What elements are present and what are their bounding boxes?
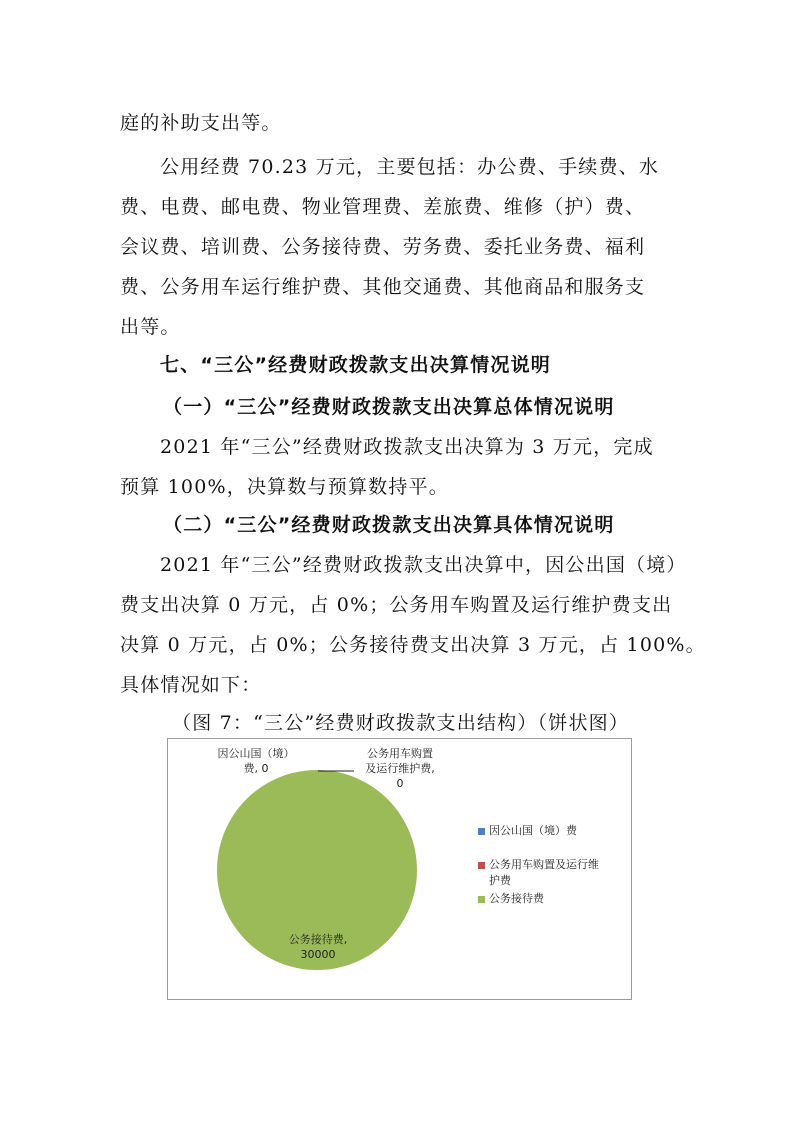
- subsection-heading: （二）“三公”经费财政拨款支出决算具体情况说明: [163, 514, 615, 536]
- data-label-slice2-value: 30000: [300, 948, 336, 961]
- paragraph-line: 会议费、培训费、公务接待费、劳务费、委托业务费、福利: [120, 236, 646, 258]
- paragraph-line: 公用经费 70.23 万元，主要包括：办公费、手续费、水: [160, 156, 660, 178]
- legend-entry: 公务接待费: [489, 892, 544, 905]
- paragraph-line: 决算 0 万元，占 0%；公务接待费支出决算 3 万元，占 100%。: [120, 634, 706, 656]
- legend-swatch: [478, 896, 485, 903]
- paragraph-line: 具体情况如下：: [120, 674, 262, 696]
- data-label-slice0-value: 费, 0: [243, 762, 269, 775]
- paragraph-line: 2021 年“三公”经费财政拨款支出决算为 3 万元，完成: [160, 436, 654, 458]
- paragraph-line: 2021 年“三公”经费财政拨款支出决算中，因公出国（境）: [160, 554, 687, 576]
- subsection-heading: （一）“三公”经费财政拨款支出决算总体情况说明: [163, 396, 615, 418]
- data-label-slice0: 因公山国（境）: [217, 747, 295, 760]
- section-heading: 七、“三公”经费财政拨款支出决算情况说明: [160, 354, 551, 376]
- legend-swatch: [478, 862, 485, 869]
- data-label-slice1: 公务用车购置: [367, 747, 433, 760]
- paragraph-line: 庭的补助支出等。: [120, 112, 282, 134]
- data-label-slice1-cont: 及运行维护费,: [365, 762, 435, 775]
- paragraph-line: 预算 100%，决算数与预算数持平。: [120, 476, 449, 498]
- legend-entry-cont: 护费: [489, 874, 511, 887]
- paragraph-line: 费、公务用车运行维护费、其他交通费、其他商品和服务支: [120, 276, 646, 298]
- paragraph-line: 出等。: [120, 316, 181, 338]
- paragraph-line: 费支出决算 0 万元，占 0%；公务用车购置及运行维护费支出: [120, 594, 673, 616]
- legend-entry: 因公山国（境）费: [489, 824, 577, 837]
- data-label-slice2: 公务接待费,: [288, 933, 348, 946]
- legend-entry: 公务用车购置及运行维: [489, 858, 599, 871]
- pie-chart: [167, 738, 632, 1000]
- legend-swatch: [478, 828, 485, 835]
- data-label-slice1-value: 0: [396, 777, 404, 790]
- figure-caption: （图 7：“三公”经费财政拨款支出结构）（饼状图）: [172, 712, 630, 734]
- paragraph-line: 费、电费、邮电费、物业管理费、差旅费、维修（护）费、: [120, 196, 646, 218]
